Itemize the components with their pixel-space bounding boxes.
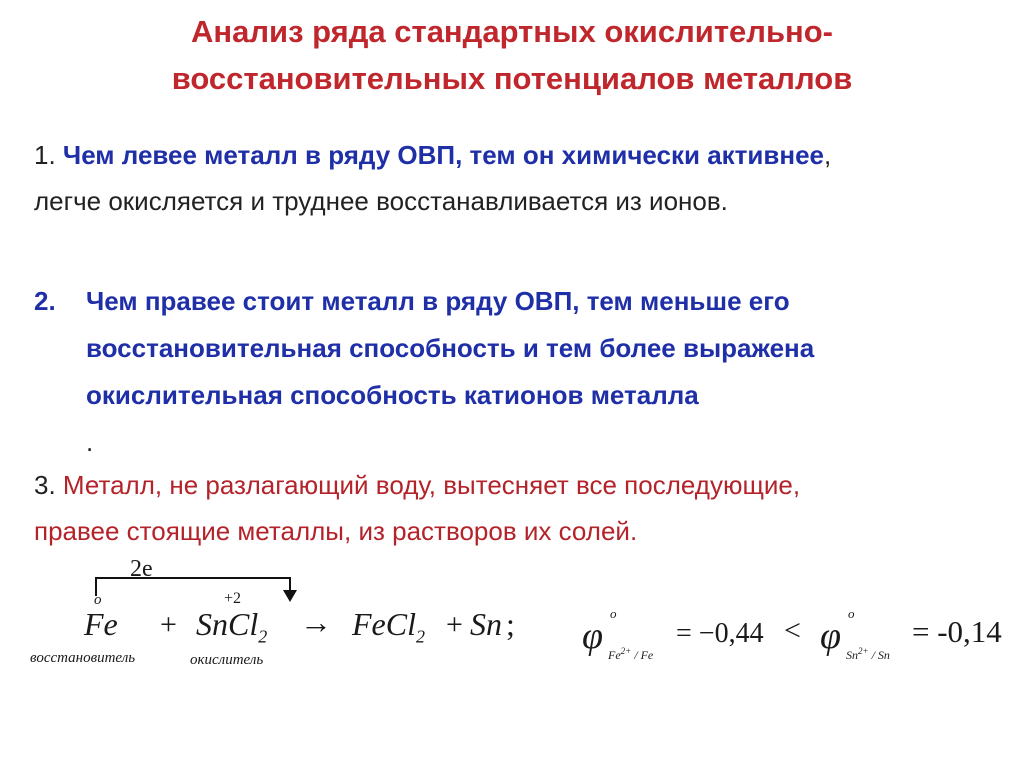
title-line-1: Анализ ряда стандартных окислительно- (191, 14, 833, 49)
point-1-number: 1. (34, 140, 56, 170)
reactant-sncl2: SnCl$_2$ (196, 606, 268, 647)
plus-sign-2: + (446, 608, 463, 641)
point-1 (34, 132, 994, 224)
sn-oxidation-state: +2 (224, 590, 242, 607)
reaction-arrow: → (300, 604, 332, 640)
point-1-comma: , (824, 140, 832, 170)
point-2-line-1: Чем правее стоит металл в ряду ОВП, тем меньше его (86, 286, 790, 316)
plus-sign-1: + (160, 608, 177, 641)
sn-potential-value: = -0,14 (912, 614, 1002, 649)
product-fecl2: FeCl$_2$ (352, 606, 425, 647)
phi-sn: φ (820, 615, 842, 657)
point-2-number: 2. (34, 286, 56, 316)
phi-sn-standard-mark: o (848, 606, 855, 621)
electrons-label: 2e (130, 556, 153, 582)
point-1-bold-text: Чем левее металл в ряду ОВП, тем он химически активнее (62, 140, 825, 170)
point-2-period: . (86, 427, 94, 457)
point-3-line-2: правее стоящие металлы, из растворов их солей. (34, 516, 638, 546)
slide-title (0, 8, 1024, 102)
point-3 (34, 462, 994, 554)
product-sn: Sn (470, 606, 502, 642)
phi-sn-subscript: $Sn^{2+}$ / Sn (846, 646, 890, 662)
phi-fe: φ (582, 615, 604, 657)
fe-oxidation-state: o (94, 592, 102, 608)
fe-potential-value: = −0,44 (676, 618, 764, 649)
point-2-line-2: восстановительная способность и тем более выражена (86, 333, 815, 363)
point-1-line-2: легче окисляется и труднее восстанавливается из ионов. (34, 186, 728, 216)
less-than-sign: < (784, 614, 801, 647)
title-line-2: восстановительных потенциалов металлов (171, 61, 853, 96)
point-3-line-1: Металл, не разлагающий воду, вытесняет все последующие, (62, 470, 801, 500)
label-oxidizer: окислитель (190, 652, 264, 668)
reactant-fe: Fe (84, 606, 118, 642)
point-2-line-3: окислительная способность катионов металла (86, 380, 699, 410)
point-3-number: 3. (34, 470, 56, 500)
semicolon: ; (506, 606, 515, 642)
label-reducer: восстановитель (30, 650, 136, 666)
phi-fe-subscript: $Fe^{2+}$ / Fe (608, 646, 654, 662)
phi-fe-standard-mark: o (610, 606, 617, 621)
